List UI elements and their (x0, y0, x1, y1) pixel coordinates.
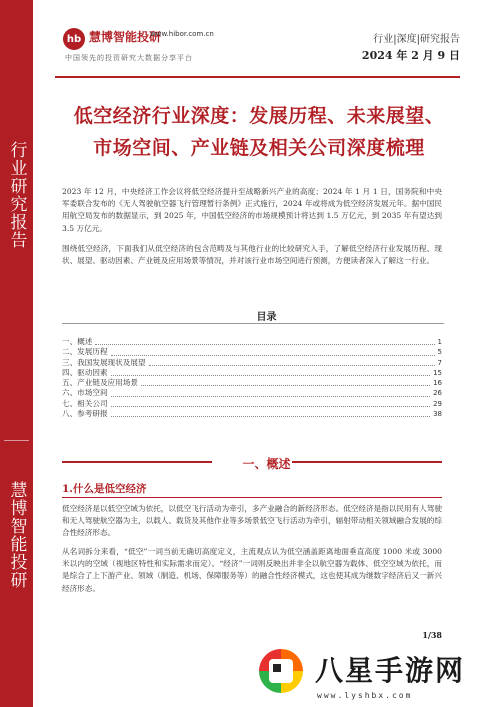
toc-item-label: 一、概述 (62, 337, 93, 346)
toc-item-label: 四、驱动因素 (62, 367, 108, 377)
intro-paragraph-2: 围绕低空经济，下面我们从低空经济的包含范畴及与其他行业的比较研究入手，了解低空经济行业发展历程、现状、展望、驱动因素、产业链及应用场景等情况，并对该行业市场空间进行预测，方便读者深入了解这一行业。 (62, 244, 442, 266)
header-divider (55, 76, 460, 78)
toc-leader (111, 396, 431, 397)
toc-leader (111, 375, 431, 376)
report-title-line-2: 市场空间、产业链及相关公司深度梳理 (93, 137, 425, 159)
watermark-logo-glyph (273, 664, 281, 672)
toc-leader (141, 385, 430, 386)
sidebar-divider (4, 440, 29, 441)
sidebar-brand-label: 慧博智能投研 (6, 481, 27, 589)
toc-item-label: 七、相关公司 (62, 398, 108, 408)
brand-slogan: 中国领先的投资研究大数据分享平台 (65, 54, 193, 62)
toc-leader (111, 355, 435, 356)
section-rule-right (292, 461, 442, 463)
toc-item[interactable] (62, 378, 442, 388)
toc-item-page: 29 (433, 399, 442, 408)
toc-title: 目录 (256, 312, 277, 323)
section-paragraph-2: 从名词拆分来看，“低空”一词当前无确切高度定义，主流观点认为低空涵盖距离地面垂直高度 1000 米或 3000 米以内的空域（视地区特性和实际需求而定）。“经济”一词则反映出并非全以航空器为载体、低空空域为依托，而是综合了上下游产业、领域（制造、机场、保障服务等）的融合性经济模式，这也使其成为继数字经济后又一新兴经济形态。 (62, 547, 442, 593)
toc-item-page: 16 (433, 379, 442, 388)
toc-divider (62, 323, 444, 324)
page-number: 1/38 (422, 630, 442, 640)
sidebar-report-label: 行业研究报告 (6, 141, 27, 249)
toc-item-page: 26 (433, 389, 442, 398)
toc-leader (111, 416, 431, 417)
left-sidebar (0, 0, 33, 707)
intro-paragraph-1: 2023 年 12 月，中央经济工作会议将低空经济提升至战略新兴产业的高度；2024 年 1 月 1 日，国务院和中央军委联合发布的《无人驾驶航空器飞行管理暂行条例》正式施行，2024 年或将成为低空经济发展元年。据中国民用航空局发布的数据显示，到 2025 年，中国低空经济的市场规模预计将达到 1.5 万亿元，到 2035 年有望达到 3.5 万亿元。 (62, 187, 442, 233)
toc-item[interactable] (62, 388, 442, 398)
report-title-line-1: 低空经济行业深度：发展历程、未来展望、 (73, 105, 445, 127)
brand-name: 慧博智能投研 (89, 30, 162, 44)
subsection-title: 1.什么是低空经济 (62, 483, 147, 495)
toc-item-page: 15 (433, 368, 442, 377)
toc-item-label: 三、我国发展现状及展望 (62, 357, 146, 367)
subsection-divider (62, 497, 442, 498)
toc-leader (111, 406, 431, 407)
watermark-logo-icon (259, 649, 303, 693)
watermark-text: 八星手游网 (315, 654, 466, 687)
brand-url: www.hibor.com.cn (150, 30, 214, 38)
table-of-contents (62, 337, 442, 419)
page-header (55, 20, 460, 76)
report-date: 2024 年 2 月 9 日 (361, 49, 460, 62)
report-title (58, 100, 460, 164)
section-paragraph-1: 低空经济是以低空空域为依托，以低空飞行活动为牵引，多产业融合的新经济形态。低空经济是指以民用有人驾驶和无人驾驶航空器为主，以载人、载货及其他作业等多场景低空飞行活动为牵引，辐射带动相关领域融合发展的综合性经济形态。 (62, 504, 442, 538)
toc-item[interactable] (62, 409, 442, 419)
toc-item[interactable] (62, 368, 442, 378)
toc-item[interactable] (62, 358, 442, 368)
toc-item-page: 38 (433, 410, 442, 419)
toc-item-label: 五、产业链及应用场景 (62, 378, 138, 388)
toc-item-label: 二、发展历程 (62, 347, 108, 357)
section-title: 一、概述 (242, 457, 291, 471)
site-watermark (255, 645, 500, 707)
toc-item-page: 5 (437, 348, 442, 357)
toc-item-page: 1 (437, 338, 442, 346)
toc-item[interactable] (62, 337, 442, 347)
watermark-url: www.lyshbx.com (317, 691, 413, 700)
toc-item-label: 六、市场空间 (62, 388, 108, 398)
toc-item-page: 7 (437, 358, 442, 367)
brand-logo-icon: hb (63, 28, 85, 50)
toc-item[interactable] (62, 347, 442, 357)
report-type: 行业|深度|研究报告 (373, 34, 460, 45)
toc-item-label: 八、参考研报 (62, 409, 108, 419)
toc-leader (149, 365, 435, 366)
toc-leader (95, 344, 434, 345)
toc-item[interactable] (62, 399, 442, 409)
